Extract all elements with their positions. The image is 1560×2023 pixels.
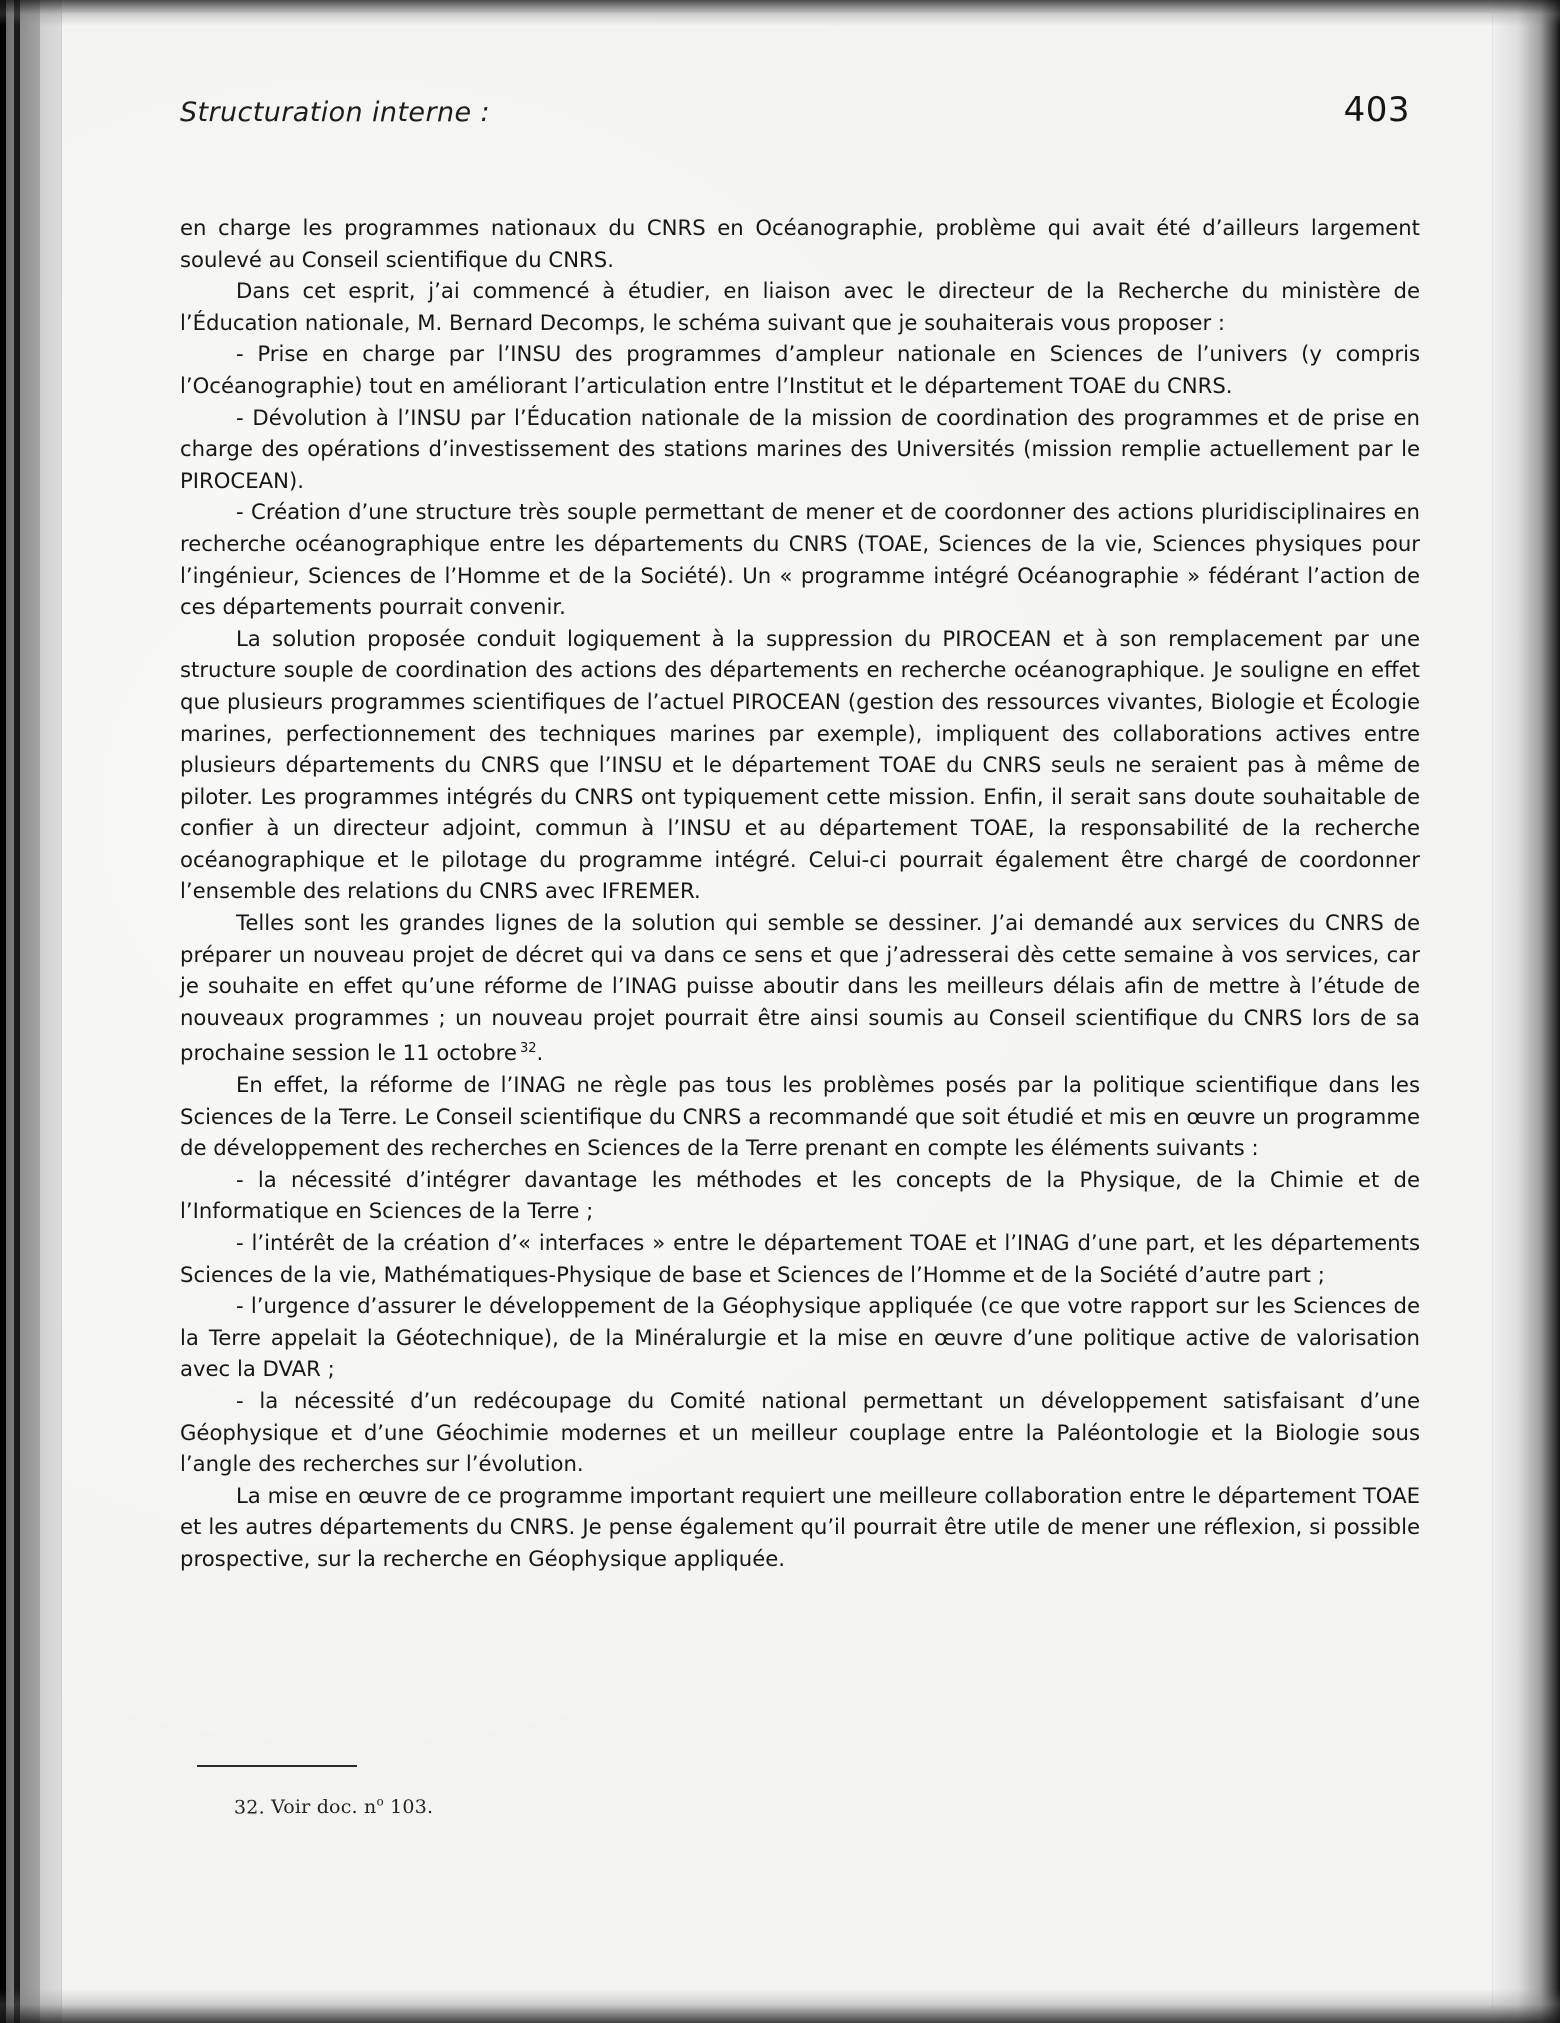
footnote-marker: 32. [234, 1796, 265, 1818]
paragraph-8: - la nécessité d’intégrer davantage les méthodes et les concepts de la Physique, de la Chimie et de l’Informatique en Sciences de la Terre ; [180, 1166, 1420, 1224]
paragraph-9: - l’intérêt de la création d’« interfaces » entre le département TOAE et l’INAG d’une part, et les départements Sciences de la vie, Mathématiques-Physique de base et Sciences de l’Homme et de la Société d’autre part ; [180, 1230, 1420, 1287]
paragraph-0: en charge les programmes nationaux du CNRS en Océanographie, problème qui avait été d’ailleurs largement soulevé au Conseil scientifique du CNRS. [180, 215, 1420, 272]
footnote-text: Voir doc. $n^o$ 103. [271, 1794, 434, 1818]
paragraph-6 [180, 907, 1420, 1069]
paragraph-6-text: Telles sont les grandes lignes de la solution qui semble se dessiner. J’ai demandé aux services du CNRS de préparer un nouveau projet de décret qui va dans ce sens et que j’adresserai dès cette semaine à vos services, car je souhaite en effet qu’une réforme de l’INAG puisse aboutir dans les meilleurs délais afin de mettre à l’étude de nouveaux programmes ; un nouveau projet pourrait être ainsi soumis au Conseil scientifique du CNRS lors de sa prochaine session le 11 octobre [180, 910, 1420, 1066]
paragraph-5: La solution proposée conduit logiquement à la suppression du PIROCEAN et à son remplacement par une structure souple de coordination des actions des départements en recherche océanographique. Je souligne en effet que plusieurs programmes scientifiques de l’actuel PIROCEAN (gestion des ressources vivantes, Biologie et Écologie marines, perfectionnement des techniques marines par exemple), impliquent des collaborations actives entre plusieurs départements du CNRS que l’INSU et le département TOAE du CNRS seuls ne seraient pas à même de piloter. Les programmes intégrés du CNRS ont typiquement cette mission. Enfin, il serait sans doute souhaitable de confier à un directeur adjoint, commun à l’INSU et au département TOAE, la responsabilité de la recherche océanographique et le pilotage du programme intégré. Celui-ci pourrait également être chargé de coordonner l’ensemble des relations du CNRS avec IFREMER. [180, 625, 1420, 904]
paper-surface [62, 12, 1492, 2010]
page-number: 403 [1343, 90, 1410, 130]
footnote [234, 1795, 433, 1818]
page-bottom-shadow [0, 1989, 1560, 2023]
running-head [180, 90, 1410, 130]
page-right-shadow [1490, 0, 1560, 2023]
paragraph-4: - Création d’une structure très souple permettant de mener et de coordonner des actions pluridisciplinaires en recherche océanographique entre les départements du CNRS (TOAE, Sciences de la vie, Sciences physiques pour l’ingénieur, Sciences de l’Homme et de la Société). Un « programme intégré Océanographie » fédérant l’action de ces départements pourrait convenir. [180, 499, 1420, 620]
page-title: Structuration interne : [180, 97, 490, 128]
paragraph-6-text-after: . [536, 1040, 544, 1066]
paragraph-10: - l’urgence d’assurer le développement de la Géophysique appliquée (ce que votre rapport sur les Sciences de la Terre appelait la Géotechnique), de la Minéralurgie et la mise en œuvre d’une politique active de valorisation avec la DVAR ; [180, 1293, 1420, 1382]
footnote-reference: 32 [519, 1041, 537, 1057]
paragraph-3: - Dévolution à l’INSU par l’Éducation nationale de la mission de coordination des programmes et de prise en charge des opérations d’investissement des stations marines des Universités (mission remplie actuellement par le PIROCEAN). [180, 404, 1420, 493]
footnote-separator [197, 1765, 357, 1767]
paragraph-11: - la nécessité d’un redécoupage du Comité national permettant un développement satisfaisant d’une Géophysique et d’une Géochimie modernes et un meilleur couplage entre la Paléontologie et la Biologie sous l’angle des recherches sur l’évolution. [180, 1388, 1420, 1477]
page-top-shadow [0, 0, 1560, 26]
document-page [62, 12, 1492, 2010]
paragraph-12: La mise en œuvre de ce programme important requiert une meilleure collaboration entre le département TOAE et les autres départements du CNRS. Je pense également qu’il pourrait être utile de mener une réflexion, si possible prospective, sur la recherche en Géophysique appliquée. [180, 1482, 1420, 1571]
paragraph-2: - Prise en charge par l’INSU des programmes d’ampleur nationale en Sciences de l’univers (y compris l’Océanographie) tout en améliorant l’articulation entre l’Institut et le département TOAE du CNRS. [180, 341, 1420, 398]
paragraph-1: Dans cet esprit, j’ai commencé à étudier, en liaison avec le directeur de la Recherche du ministère de l’Éducation nationale, M. Bernard Decomps, le schéma suivant que je souhaiterais vous proposer : [180, 278, 1420, 335]
body-text [180, 212, 1420, 1575]
paragraph-7: En effet, la réforme de l’INAG ne règle pas tous les problèmes posés par la politique scientifique dans les Sciences de la Terre. Le Conseil scientifique du CNRS a recommandé que soit étudié et mis en œuvre un programme de développement des recherches en Sciences de la Terre prenant en compte les éléments suivants : [180, 1072, 1420, 1161]
